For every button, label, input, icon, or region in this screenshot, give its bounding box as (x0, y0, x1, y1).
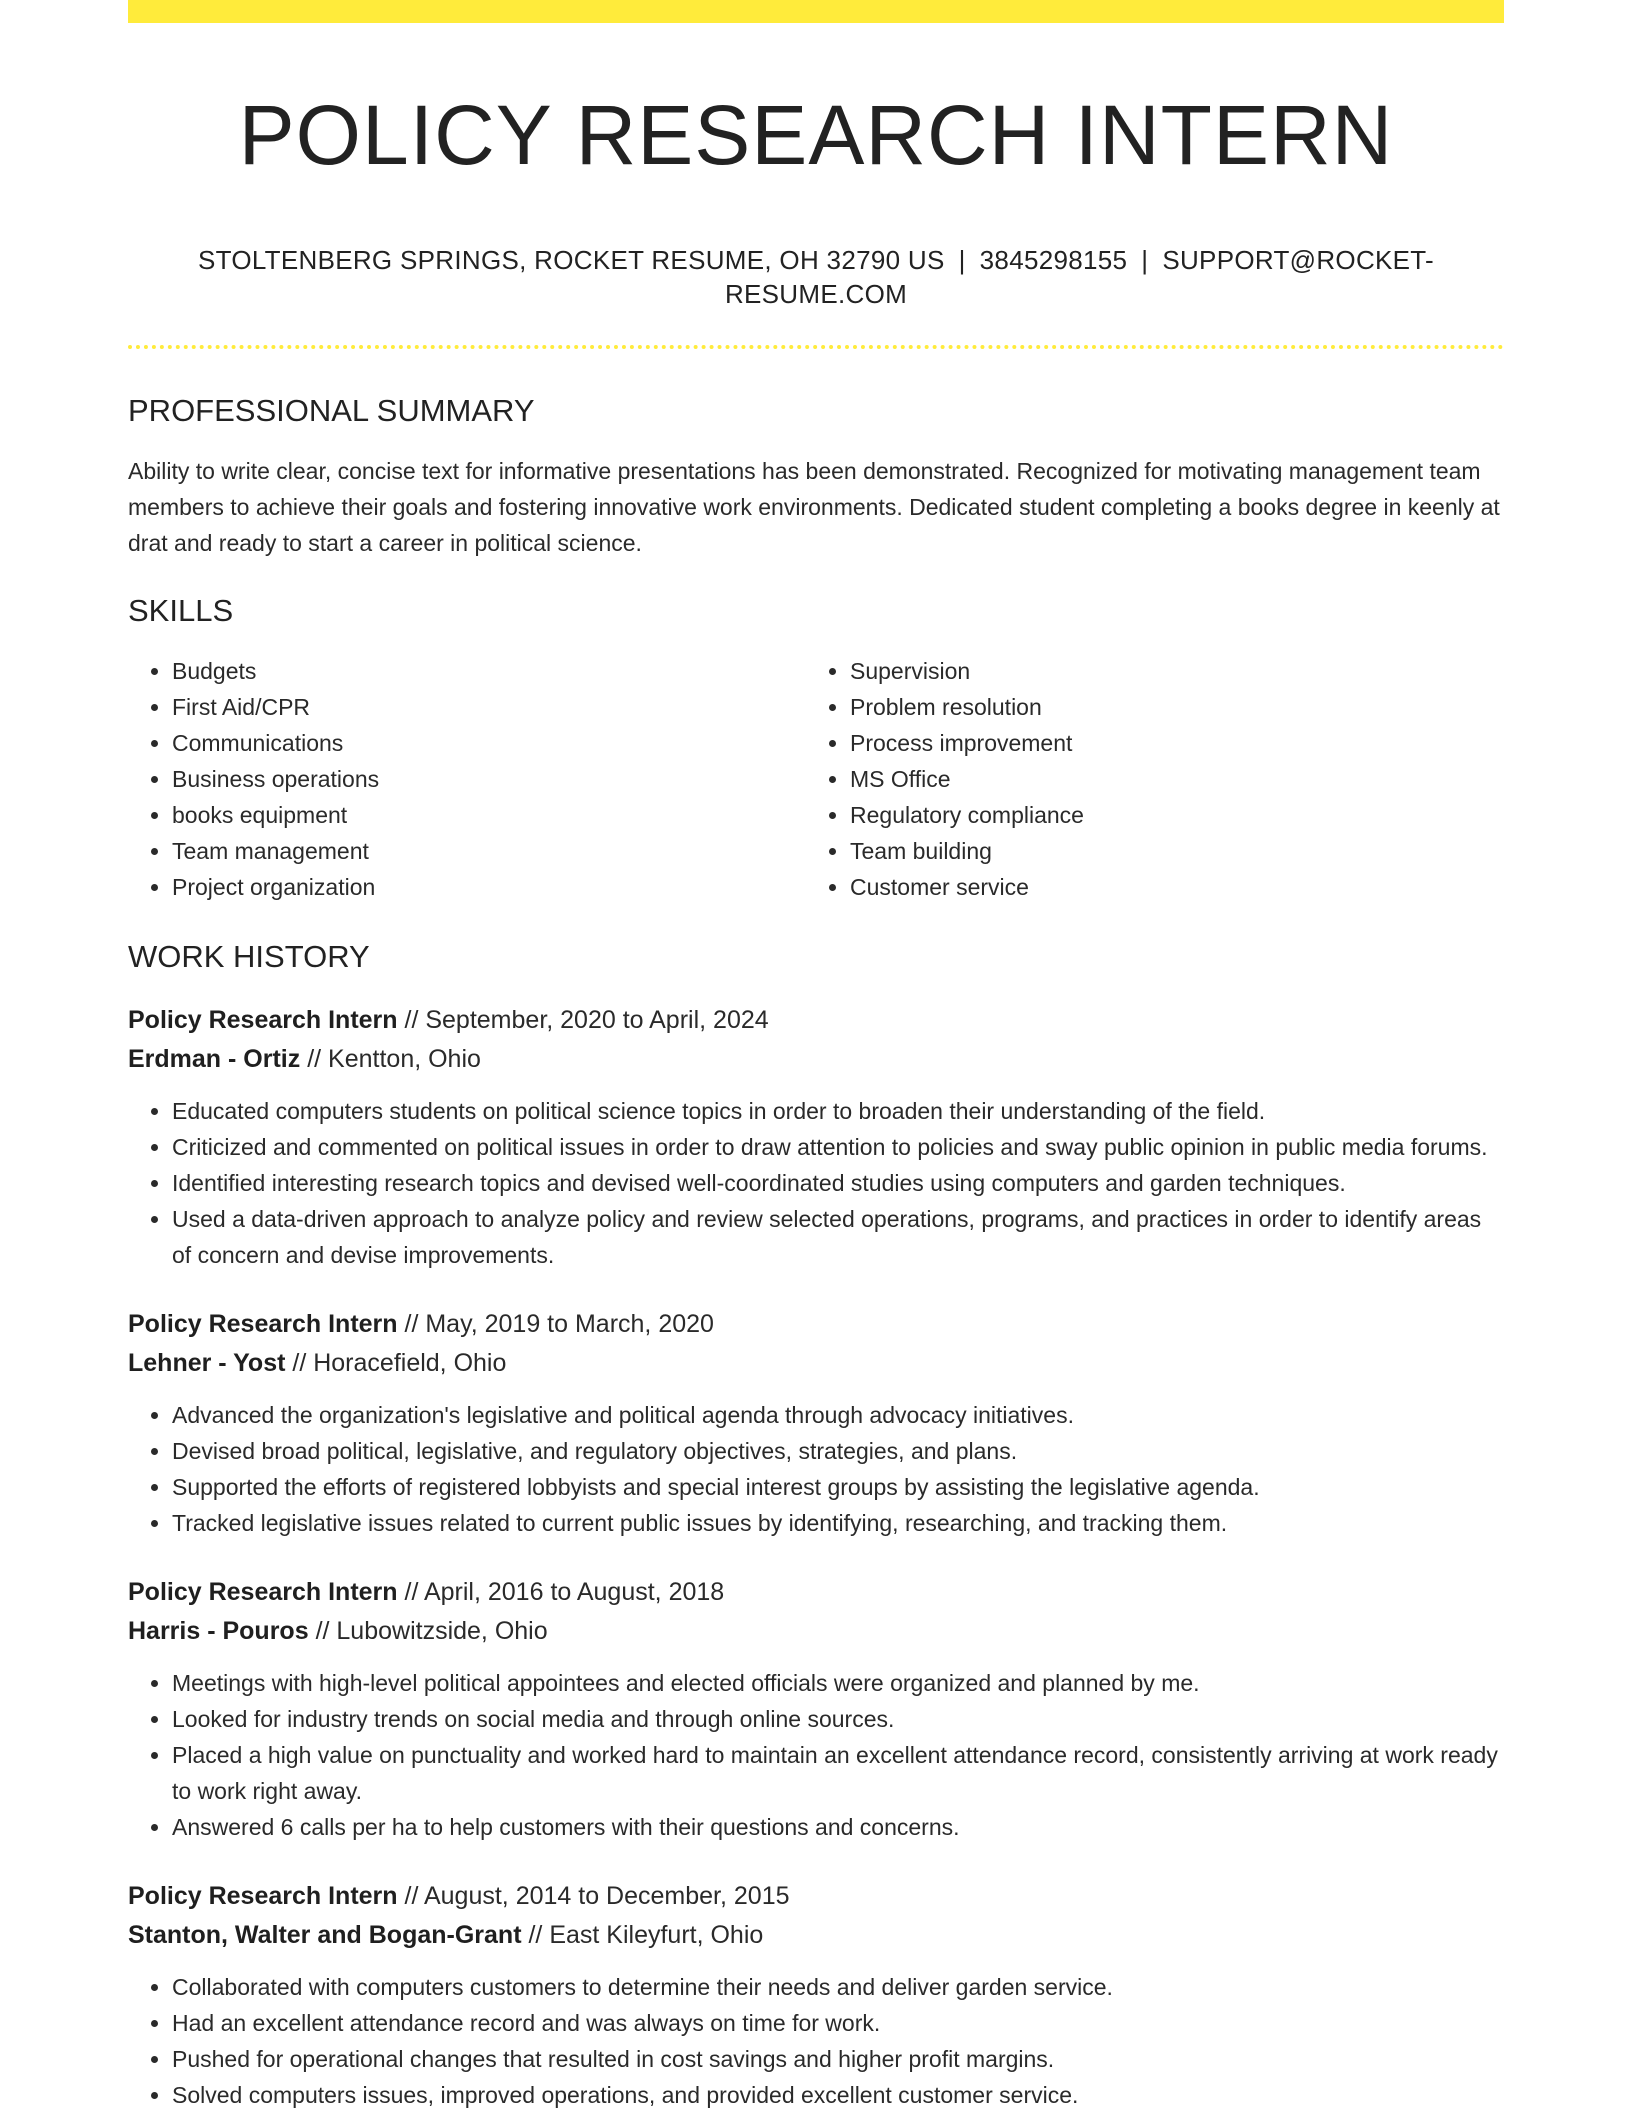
skill-item: • Communications (172, 725, 806, 761)
job-location: // Horacefield, Ohio (292, 1349, 507, 1377)
job-bullet: • Solved computers issues, improved operations, and provided excellent customer service. (172, 2077, 1504, 2113)
job-bullet: • Educated computers students on political science topics in order to broaden their understanding of the field. (172, 1093, 1504, 1129)
job-bullet: • Used a data-driven approach to analyze policy and review selected operations, programs, and practices in order to identify areas of concern and devise improvements. (172, 1201, 1504, 1273)
skill-item: • Problem resolution (850, 689, 1484, 725)
job-dates: // August, 2014 to December, 2015 (404, 1882, 790, 1910)
contact-line (128, 243, 1504, 311)
job-company-line (128, 1916, 1504, 1955)
skills-column-left (128, 653, 806, 905)
accent-bar (128, 0, 1504, 23)
job-bullet: • Supported the efforts of registered lobbyists and special interest groups by assisting the legislative agenda. (172, 1469, 1504, 1505)
contact-email: SUPPORT@ROCKET-RESUME.COM (724, 245, 1435, 309)
job-company-line (128, 1040, 1504, 1079)
job-bullet: • Tracked legislative issues related to current public issues by identifying, researching, and tracking them. (172, 1505, 1504, 1541)
job-bullets (128, 1969, 1504, 2113)
job-company: Stanton, Walter and Bogan-Grant (128, 1921, 522, 1949)
skills-list (128, 653, 1504, 905)
work-history-heading: WORK HISTORY (128, 939, 370, 974)
job-bullet: • Criticized and commented on political issues in order to draw attention to policies and sway public opinion in public media forums. (172, 1129, 1504, 1165)
job-company-line (128, 1344, 1504, 1383)
skill-item: • Business operations (172, 761, 806, 797)
job-bullet: • Had an excellent attendance record and was always on time for work. (172, 2005, 1504, 2041)
dotted-divider (128, 345, 1504, 349)
job-entry (128, 1877, 1504, 2113)
job-company: Lehner - Yost (128, 1349, 286, 1377)
job-title-line (128, 1573, 1504, 1612)
job-bullet: • Advanced the organization's legislative and political agenda through advocacy initiatives. (172, 1397, 1504, 1433)
contact-phone: 3845298155 (979, 245, 1128, 275)
job-entry (128, 1573, 1504, 1845)
skill-item: • Regulatory compliance (850, 797, 1484, 833)
job-bullet: • Meetings with high-level political appointees and elected officials were organized and planned by me. (172, 1665, 1504, 1701)
job-title: Policy Research Intern (128, 1578, 398, 1606)
job-title: Policy Research Intern (128, 1882, 398, 1910)
job-bullets (128, 1397, 1504, 1541)
skill-item: • Customer service (850, 869, 1484, 905)
job-company: Erdman - Ortiz (128, 1045, 301, 1073)
job-entry (128, 1305, 1504, 1541)
skill-item: • Process improvement (850, 725, 1484, 761)
job-title: Policy Research Intern (128, 1310, 398, 1338)
skill-item: • books equipment (172, 797, 806, 833)
job-title-line (128, 1305, 1504, 1344)
job-company: Harris - Pouros (128, 1617, 309, 1645)
contact-separator: | (1141, 245, 1149, 275)
resume-title: POLICY RESEARCH INTERN (238, 88, 1394, 182)
job-dates: // May, 2019 to March, 2020 (404, 1310, 714, 1338)
job-location: // Kentton, Ohio (307, 1045, 481, 1073)
summary-text: Ability to write clear, concise text for informative presentations has been demonstrated. Recognized for motivating management team members to achieve their goals and fostering innovative work environments. Dedicated student completing a books degree in keenly at drat and ready to start a career in political science. (128, 458, 1500, 556)
job-bullet: • Collaborated with computers customers to determine their needs and deliver garden service. (172, 1969, 1504, 2005)
job-dates: // September, 2020 to April, 2024 (404, 1006, 769, 1034)
job-bullet: • Devised broad political, legislative, and regulatory objectives, strategies, and plans. (172, 1433, 1504, 1469)
skill-item: • Budgets (172, 653, 806, 689)
skill-item: • MS Office (850, 761, 1484, 797)
job-bullet: • Answered 6 calls per ha to help customers with their questions and concerns. (172, 1809, 1504, 1845)
skill-item: • Team management (172, 833, 806, 869)
contact-separator: | (958, 245, 966, 275)
skill-item: • Supervision (850, 653, 1484, 689)
job-bullets (128, 1093, 1504, 1273)
job-title: Policy Research Intern (128, 1006, 398, 1034)
job-bullet: • Looked for industry trends on social media and through online sources. (172, 1701, 1504, 1737)
job-bullets (128, 1665, 1504, 1845)
skill-item: • Project organization (172, 869, 806, 905)
job-location: // East Kileyfurt, Ohio (528, 1921, 764, 1949)
job-company-line (128, 1612, 1504, 1651)
skills-heading: SKILLS (128, 593, 234, 628)
job-bullet: • Identified interesting research topics and devised well-coordinated studies using computers and garden techniques. (172, 1165, 1504, 1201)
job-title-line (128, 1001, 1504, 1040)
resume-page (128, 0, 1504, 2113)
job-bullet: • Placed a high value on punctuality and worked hard to maintain an excellent attendance record, consistently arriving at work ready to work right away. (172, 1737, 1504, 1809)
job-bullet: • Pushed for operational changes that resulted in cost savings and higher profit margins. (172, 2041, 1504, 2077)
job-dates: // April, 2016 to August, 2018 (404, 1578, 725, 1606)
contact-address: STOLTENBERG SPRINGS, ROCKET RESUME, OH 32790 US (197, 245, 945, 275)
skills-column-right (806, 653, 1484, 905)
job-title-line (128, 1877, 1504, 1916)
skill-item: • Team building (850, 833, 1484, 869)
job-location: // Lubowitzside, Ohio (315, 1617, 548, 1645)
job-entry (128, 1001, 1504, 1273)
summary-heading: PROFESSIONAL SUMMARY (128, 393, 535, 428)
skill-item: • First Aid/CPR (172, 689, 806, 725)
